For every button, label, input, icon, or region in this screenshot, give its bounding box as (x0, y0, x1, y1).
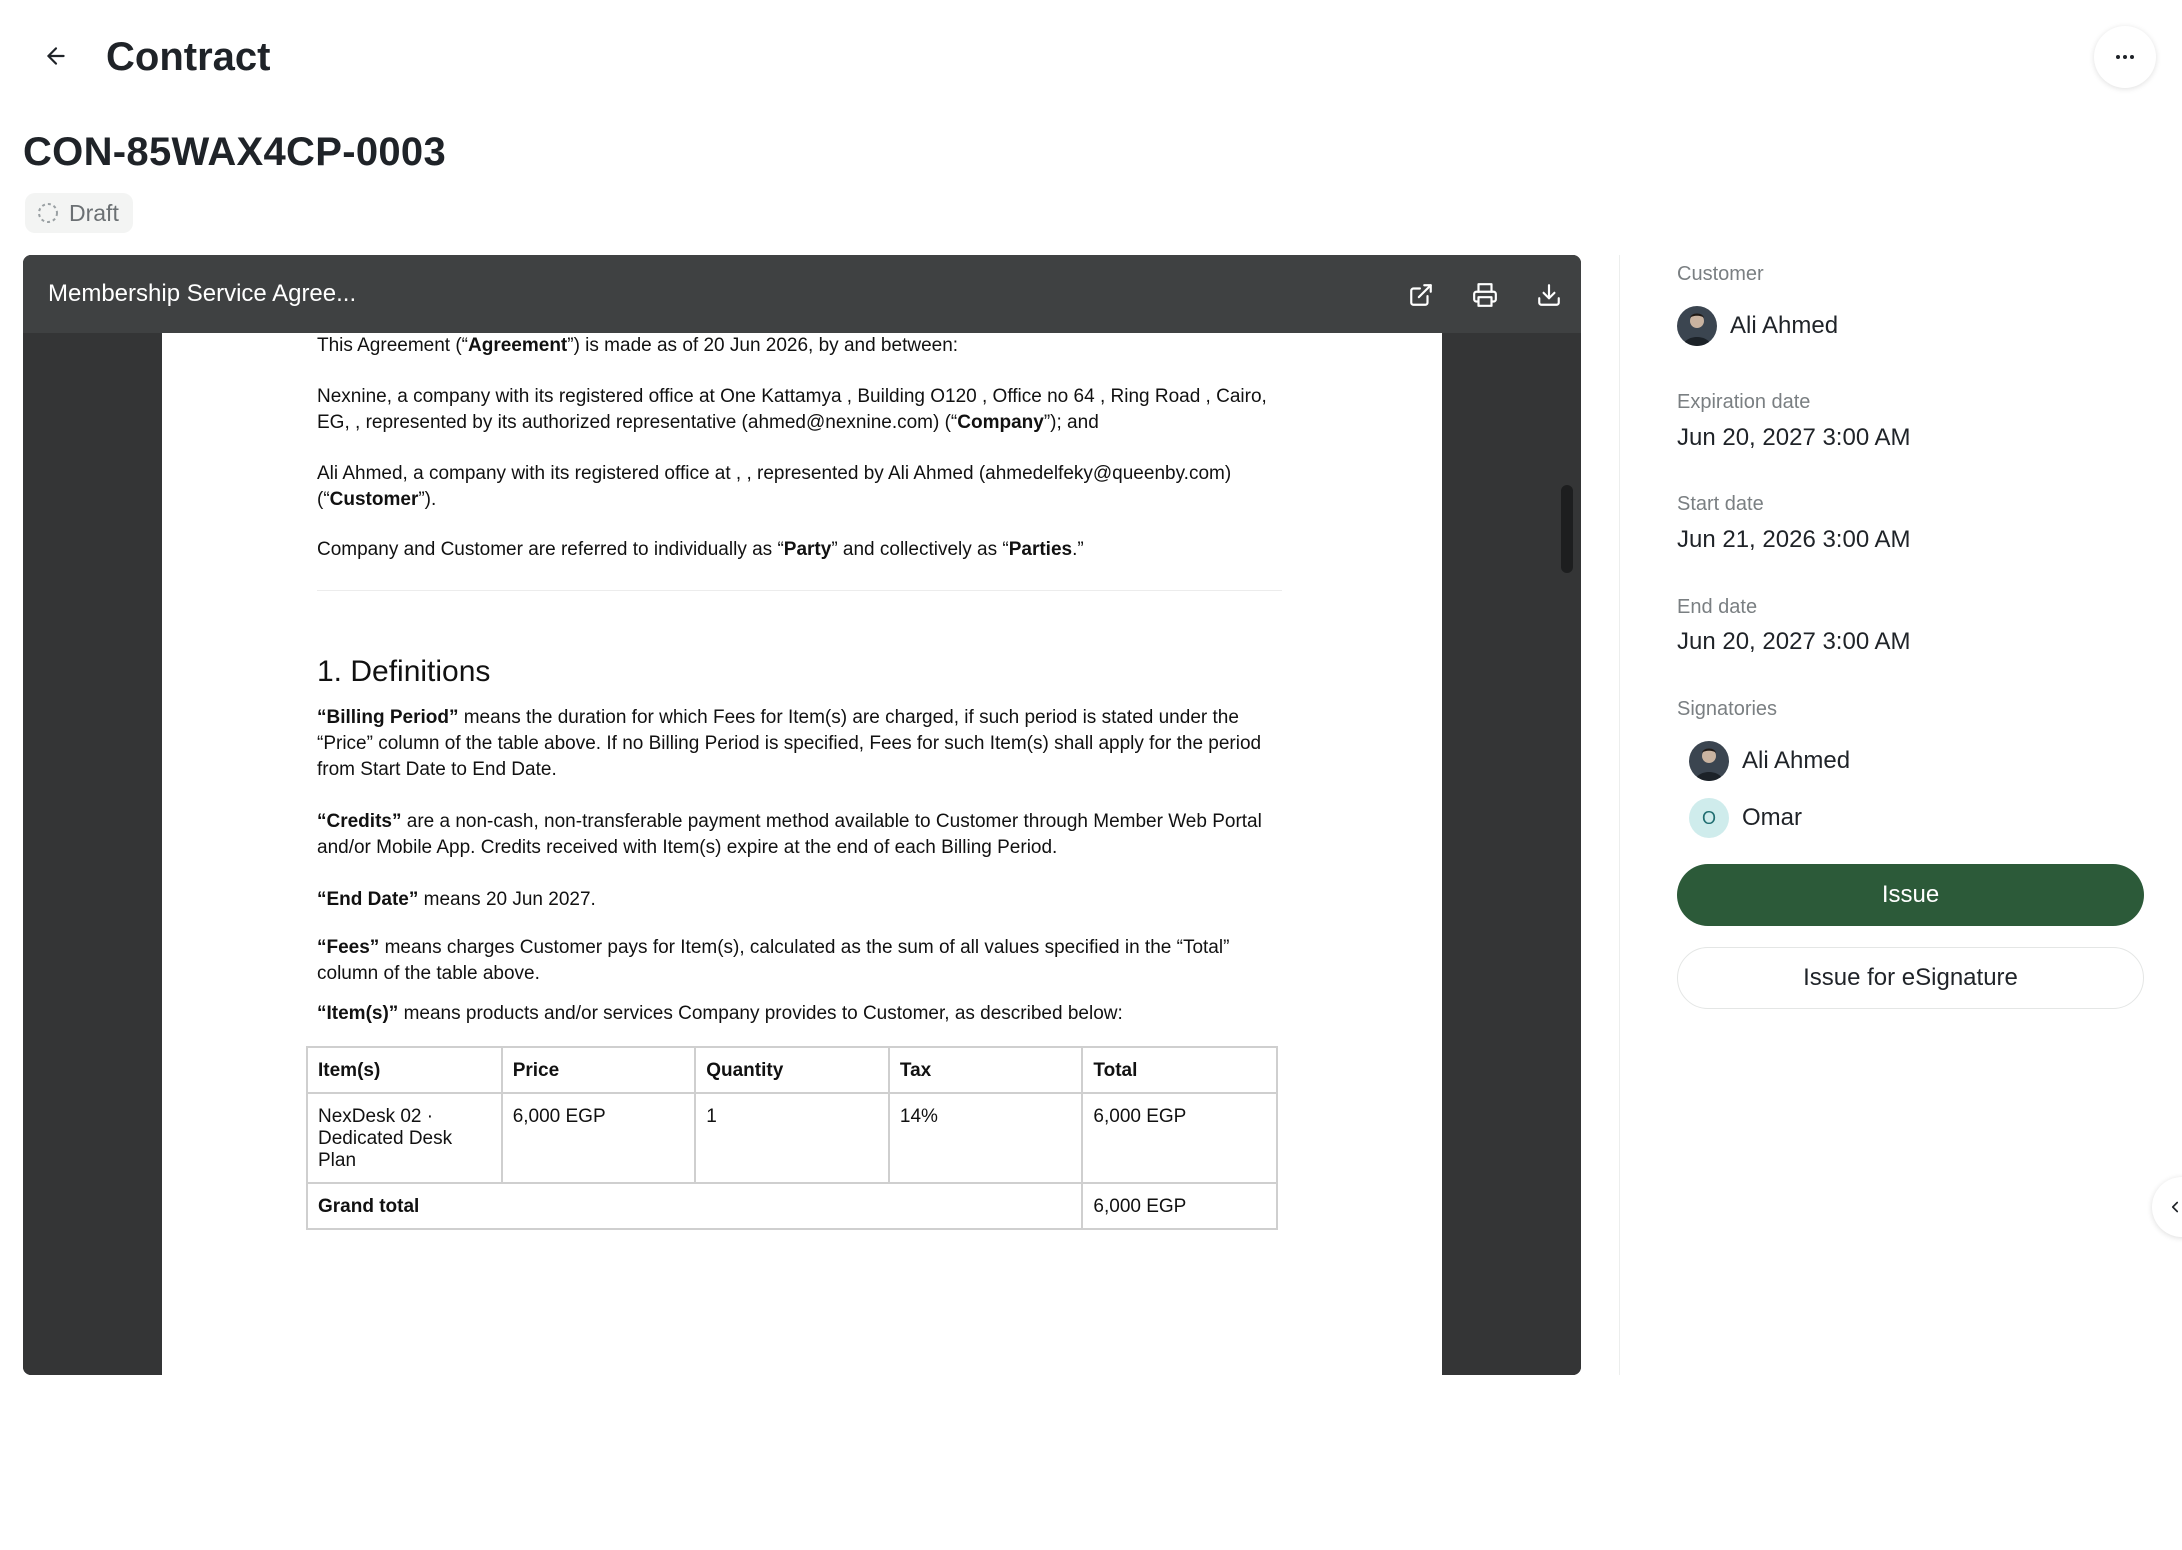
table-header-row (307, 1047, 1277, 1093)
end-date-value: Jun 20, 2027 3:00 AM (1677, 628, 1911, 655)
signatories-label: Signatories (1677, 698, 1778, 720)
document-page (162, 333, 1442, 1375)
section-divider (317, 590, 1282, 591)
open-external-button[interactable] (1401, 275, 1441, 315)
signatory-name: Omar (1742, 804, 1802, 831)
print-icon (1472, 282, 1498, 308)
definition-fees: “Fees” means charges Customer pays for Item(s), calculated as the sum of all values specified in the “Total” column of the table above. (317, 937, 1230, 984)
viewer-toolbar (23, 255, 1581, 333)
start-date-value: Jun 21, 2026 3:00 AM (1677, 526, 1911, 553)
more-horizontal-icon (2113, 45, 2137, 69)
page-title: Contract (106, 35, 271, 79)
draft-status-icon (37, 202, 59, 224)
avatar: O (1689, 798, 1729, 838)
customer-label: Customer (1677, 263, 1764, 285)
table-row (307, 1093, 1277, 1183)
expiration-date-label: Expiration date (1677, 391, 1811, 413)
column-header-price: Price (502, 1047, 696, 1093)
back-button[interactable] (34, 34, 78, 78)
status-badge (25, 193, 133, 233)
column-header-tax: Tax (889, 1047, 1083, 1093)
user-photo-icon (1677, 306, 1717, 346)
cell-total: 6,000 EGP (1082, 1093, 1277, 1183)
start-date-label: Start date (1677, 493, 1764, 515)
cell-quantity: 1 (695, 1093, 889, 1183)
end-date-label: End date (1677, 596, 1758, 618)
column-header-items: Item(s) (307, 1047, 502, 1093)
viewer-body[interactable] (23, 333, 1581, 1375)
intro-paragraph-2: Nexnine, a company with its registered office at One Kattamya , Building O120 , Office no 64 , Ring Road , Cairo, EG, , represented by its authorized representative (ahmed@nexnine.com) (“Company”); and (317, 386, 1267, 433)
definition-credits: “Credits” are a non-cash, non-transferable payment method available to Customer through Member Web Portal and/or Mobile App. Credits received with Item(s) expire at the end of each Billing Period. (317, 811, 1262, 858)
chevron-left-icon (2166, 1198, 2182, 1216)
status-label: Draft (69, 199, 119, 226)
column-header-quantity: Quantity (695, 1047, 889, 1093)
grand-total-row (307, 1183, 1277, 1229)
cell-price: 6,000 EGP (502, 1093, 696, 1183)
download-button[interactable] (1529, 275, 1569, 315)
definition-end-date: “End Date” means 20 Jun 2027. (317, 889, 596, 910)
expiration-date-value: Jun 20, 2027 3:00 AM (1677, 424, 1911, 451)
contract-id: CON-85WAX4CP-0003 (23, 130, 447, 174)
signatory-item (1689, 798, 1802, 838)
customer-person (1677, 306, 1838, 346)
print-button[interactable] (1465, 275, 1505, 315)
signatory-name: Ali Ahmed (1742, 747, 1851, 774)
cell-tax: 14% (889, 1093, 1083, 1183)
signatory-item (1689, 741, 1850, 781)
document-viewer (23, 255, 1581, 1375)
grand-total-value: 6,000 EGP (1082, 1183, 1277, 1229)
intro-paragraph-1: This Agreement (“Agreement”) is made as of 20 Jun 2026, by and between: (317, 335, 959, 356)
viewer-scrollbar[interactable] (1561, 485, 1573, 573)
arrow-left-icon (43, 43, 69, 69)
definition-billing-period: “Billing Period” means the duration for which Fees for Item(s) are charged, if such period is stated under the “Price” column of the table above. If no Billing Period is specified, Fees for such Item(s) shall apply for the period from Start Date to End Date. (317, 707, 1262, 780)
avatar (1677, 306, 1717, 346)
document-title: Membership Service Agree... (48, 280, 357, 307)
items-table (306, 1046, 1278, 1230)
download-icon (1536, 282, 1562, 308)
column-header-total: Total (1082, 1047, 1277, 1093)
cell-item: NexDesk 02 · Dedicated Desk Plan (307, 1093, 502, 1183)
user-photo-icon (1689, 741, 1729, 781)
open-external-icon (1408, 282, 1434, 308)
panel-divider (1619, 255, 1620, 1375)
issue-for-esignature-button[interactable]: Issue for eSignature (1677, 947, 2144, 1009)
avatar (1689, 741, 1729, 781)
intro-paragraph-3: Ali Ahmed, a company with its registered office at , , represented by Ali Ahmed (ahmedelfeky@queenby.com) (“Customer”). (317, 463, 1232, 510)
intro-paragraph-4: Company and Customer are referred to individually as “Party” and collectively as “Parties.” (317, 539, 1084, 560)
section-heading: 1. Definitions (317, 655, 491, 688)
customer-name: Ali Ahmed (1730, 312, 1839, 339)
collapse-panel-button[interactable] (2152, 1177, 2182, 1237)
issue-button[interactable]: Issue (1677, 864, 2144, 926)
definition-items: “Item(s)” means products and/or services Company provides to Customer, as described below: (317, 1003, 1123, 1024)
grand-total-label: Grand total (307, 1183, 1082, 1229)
more-options-button[interactable] (2094, 26, 2156, 88)
